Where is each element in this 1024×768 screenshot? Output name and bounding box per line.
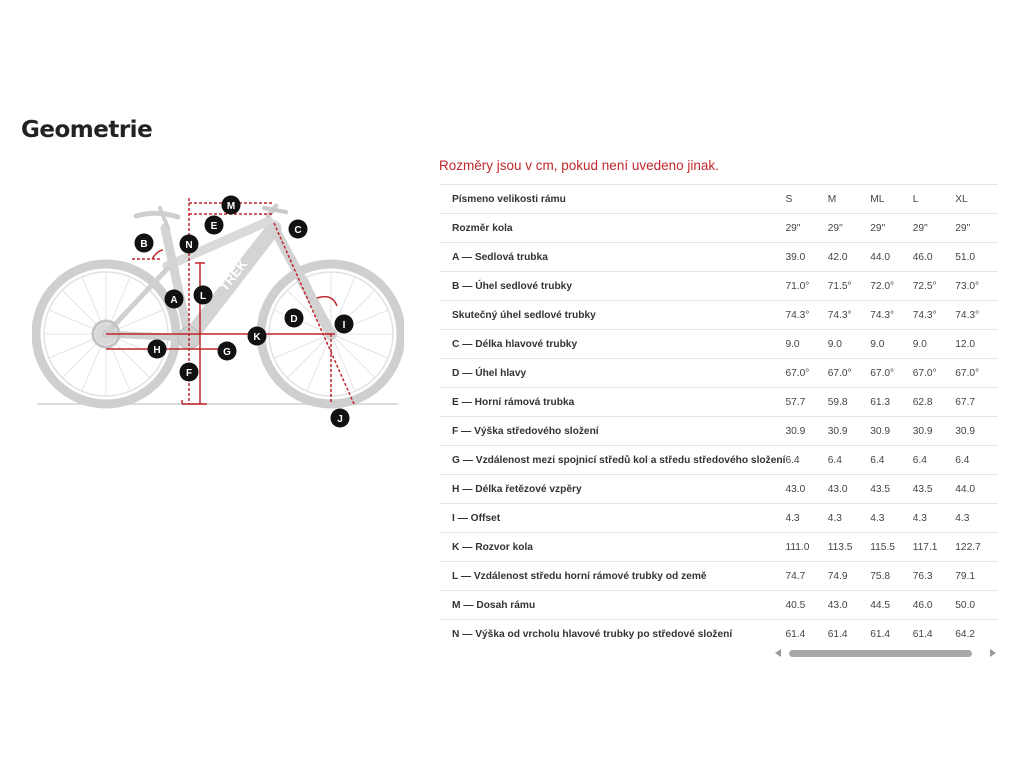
marker-F xyxy=(180,363,199,382)
marker-L xyxy=(194,286,213,305)
header-label: Písmeno velikosti rámu xyxy=(452,193,566,205)
table-cell: 64.2 xyxy=(955,628,976,640)
table-cell: 67.0° xyxy=(785,367,810,379)
table-cell: 122.7 xyxy=(955,541,981,553)
svg-text:D: D xyxy=(290,314,298,325)
table-cell: 61.4 xyxy=(785,628,806,640)
table-cell: 4.3 xyxy=(827,512,842,524)
table-cell: 50.0 xyxy=(955,599,976,611)
table-cell: 111.0 xyxy=(785,541,810,553)
table-cell: 29" xyxy=(912,222,928,234)
table-cell: 43.0 xyxy=(785,483,806,495)
table-row xyxy=(439,301,998,330)
size-header: M xyxy=(827,193,837,205)
table-cell: 74.3° xyxy=(785,309,810,321)
bike-geometry-diagram xyxy=(32,188,404,433)
table-cell: 43.0 xyxy=(827,483,848,495)
table-cell: 44.0 xyxy=(870,251,891,263)
row-label: B — Úhel sedlové trubky xyxy=(452,280,573,292)
svg-text:I: I xyxy=(342,320,346,331)
table-cell: 74.3° xyxy=(870,309,895,321)
size-header: XL xyxy=(955,193,968,205)
table-cell: 42.0 xyxy=(827,251,848,263)
marker-N xyxy=(180,235,199,254)
table-cell: 74.3° xyxy=(827,309,852,321)
table-cell: 74.3° xyxy=(955,309,980,321)
row-label: F — Výška středového složení xyxy=(452,425,599,437)
table-cell: 6.4 xyxy=(870,454,885,466)
table-header-row xyxy=(439,185,998,214)
svg-text:B: B xyxy=(140,239,148,250)
table-cell: 44.0 xyxy=(955,483,976,495)
table-cell: 30.9 xyxy=(912,425,933,437)
table-cell: 4.3 xyxy=(955,512,970,524)
table-cell: 39.0 xyxy=(785,251,806,263)
table-cell: 61.4 xyxy=(912,628,933,640)
table-cell: 117.1 xyxy=(912,541,938,553)
brand-logo: TREK xyxy=(216,256,251,294)
scroll-right-arrow-icon[interactable] xyxy=(990,649,996,657)
marker-J xyxy=(331,409,350,428)
table-cell: 67.0° xyxy=(912,367,937,379)
svg-text:G: G xyxy=(223,347,231,358)
table-cell: 9.0 xyxy=(827,338,842,350)
table-cell: 46.0 xyxy=(912,251,933,263)
size-header: L xyxy=(912,193,919,205)
scroll-left-arrow-icon[interactable] xyxy=(775,649,781,657)
table-row xyxy=(439,446,998,475)
table-row xyxy=(439,272,998,301)
svg-text:C: C xyxy=(294,225,302,236)
row-label: L — Vzdálenost středu horní rámové trubky od země xyxy=(452,570,707,582)
table-cell: 73.0° xyxy=(955,280,980,292)
scroll-thumb[interactable] xyxy=(789,650,972,657)
table-cell: 72.5° xyxy=(912,280,937,292)
table-cell: 72.0° xyxy=(870,280,895,292)
units-note: Rozměry jsou v cm, pokud není uvedeno jinak. xyxy=(439,158,719,173)
table-row xyxy=(439,388,998,417)
table-row xyxy=(439,359,998,388)
marker-M xyxy=(222,196,241,215)
table-cell: 115.5 xyxy=(870,541,895,553)
svg-text:E: E xyxy=(210,221,218,232)
table-row xyxy=(439,330,998,359)
table-row xyxy=(439,562,998,591)
horizontal-scrollbar[interactable] xyxy=(775,646,998,660)
table-cell: 29" xyxy=(827,222,843,234)
row-label: C — Délka hlavové trubky xyxy=(452,338,578,350)
table-row xyxy=(439,533,998,562)
row-label: K — Rozvor kola xyxy=(452,541,533,553)
table-cell: 4.3 xyxy=(785,512,800,524)
row-label: D — Úhel hlavy xyxy=(452,367,527,379)
marker-C xyxy=(289,220,308,239)
table-cell: 61.4 xyxy=(870,628,891,640)
row-label: E — Horní rámová trubka xyxy=(452,396,575,408)
table-cell: 44.5 xyxy=(870,599,891,611)
table-cell: 57.7 xyxy=(785,396,806,408)
table-row xyxy=(439,214,998,243)
table-cell: 43.0 xyxy=(827,599,848,611)
table-row xyxy=(439,591,998,620)
size-header: S xyxy=(785,193,793,205)
table-cell: 74.3° xyxy=(912,309,937,321)
table-cell: 74.7 xyxy=(785,570,806,582)
geometry-table-container[interactable] xyxy=(439,184,998,646)
marker-G xyxy=(218,342,237,361)
table-cell: 61.3 xyxy=(870,396,891,408)
svg-text:J: J xyxy=(337,414,343,425)
marker-I xyxy=(335,315,354,334)
svg-text:M: M xyxy=(226,201,236,212)
row-label: N — Výška od vrcholu hlavové trubky po středové složení xyxy=(452,628,733,640)
table-row xyxy=(439,243,998,272)
table-cell: 43.5 xyxy=(912,483,933,495)
svg-text:A: A xyxy=(170,295,178,306)
table-cell: 59.8 xyxy=(827,396,848,408)
marker-K xyxy=(248,327,267,346)
table-cell: 30.9 xyxy=(785,425,806,437)
table-row xyxy=(439,417,998,446)
table-cell: 62.8 xyxy=(912,396,933,408)
marker-D xyxy=(285,309,304,328)
table-cell: 4.3 xyxy=(912,512,927,524)
marker-A xyxy=(165,290,184,309)
row-label: G — Vzdálenost mezi spojnicí středů kol a středu středového složení xyxy=(452,454,786,466)
scroll-track[interactable] xyxy=(787,650,985,657)
table-row xyxy=(439,620,998,647)
marker-E xyxy=(205,216,224,235)
table-cell: 76.3 xyxy=(912,570,933,582)
table-cell: 9.0 xyxy=(870,338,885,350)
row-label: Rozměr kola xyxy=(452,222,513,234)
table-cell: 6.4 xyxy=(955,454,970,466)
table-cell: 29" xyxy=(955,222,971,234)
svg-text:L: L xyxy=(199,291,207,302)
table-cell: 74.9 xyxy=(827,570,848,582)
svg-text:F: F xyxy=(185,368,193,379)
table-cell: 30.9 xyxy=(870,425,891,437)
table-cell: 29" xyxy=(870,222,886,234)
row-label: H — Délka řetězové vzpěry xyxy=(452,483,582,495)
marker-H xyxy=(148,340,167,359)
page-title: Geometrie xyxy=(21,117,153,143)
table-cell: 113.5 xyxy=(827,541,853,553)
row-label: I — Offset xyxy=(452,512,501,524)
svg-text:K: K xyxy=(253,332,261,343)
table-cell: 9.0 xyxy=(785,338,800,350)
row-label: Skutečný úhel sedlové trubky xyxy=(452,309,596,321)
svg-text:N: N xyxy=(185,240,193,251)
table-cell: 12.0 xyxy=(955,338,976,350)
table-cell: 51.0 xyxy=(955,251,976,263)
table-cell: 71.5° xyxy=(827,280,852,292)
marker-B xyxy=(135,234,154,253)
table-cell: 30.9 xyxy=(955,425,976,437)
row-label: A — Sedlová trubka xyxy=(452,251,548,263)
size-header: ML xyxy=(870,193,885,205)
table-cell: 6.4 xyxy=(827,454,842,466)
table-row xyxy=(439,504,998,533)
svg-text:H: H xyxy=(153,345,161,356)
table-cell: 43.5 xyxy=(870,483,891,495)
table-cell: 4.3 xyxy=(870,512,885,524)
table-cell: 6.4 xyxy=(912,454,927,466)
table-cell: 67.0° xyxy=(870,367,895,379)
table-cell: 30.9 xyxy=(827,425,848,437)
table-cell: 67.0° xyxy=(955,367,980,379)
table-row xyxy=(439,475,998,504)
table-cell: 6.4 xyxy=(785,454,800,466)
table-cell: 71.0° xyxy=(785,280,810,292)
table-cell: 75.8 xyxy=(870,570,891,582)
geometry-table xyxy=(439,184,998,646)
table-cell: 67.7 xyxy=(955,396,976,408)
table-cell: 67.0° xyxy=(827,367,852,379)
table-cell: 79.1 xyxy=(955,570,976,582)
table-cell: 40.5 xyxy=(785,599,806,611)
table-cell: 9.0 xyxy=(912,338,927,350)
row-label: M — Dosah rámu xyxy=(452,599,536,611)
table-cell: 29" xyxy=(785,222,801,234)
table-cell: 61.4 xyxy=(827,628,848,640)
table-cell: 46.0 xyxy=(912,599,933,611)
